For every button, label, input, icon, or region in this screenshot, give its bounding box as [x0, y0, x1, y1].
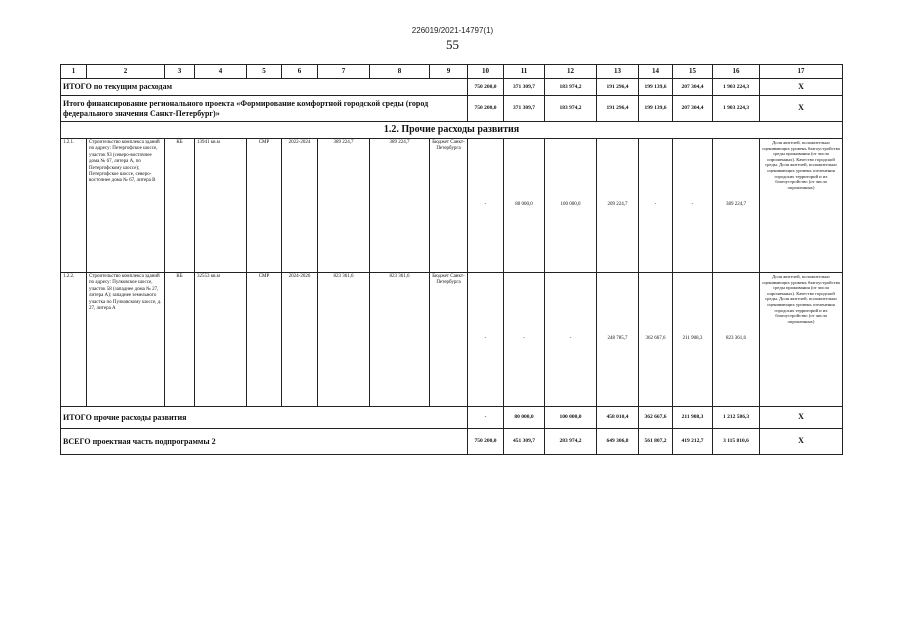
value-cell: 823 361,6 — [713, 273, 760, 407]
column-number: 1 — [61, 65, 87, 79]
object-name: Строительство комплекса зданий по адресу: Пулковское шоссе, участок 58 (западнее дома № 27, литера А); западнее земельного участка по Пулковскому шоссе, д. 27, литера А — [87, 273, 165, 407]
column-number: 15 — [673, 65, 713, 79]
x-mark: Х — [760, 96, 843, 122]
section-title: 1.2. Прочие расходы развития — [61, 122, 843, 139]
work-stage: СМР — [247, 139, 282, 273]
column-number: 16 — [713, 65, 760, 79]
value-cell: 209 224,7 — [597, 139, 639, 273]
row-label: ИТОГО по текущим расходам — [61, 79, 468, 96]
object-type: КБ — [165, 139, 195, 273]
total-value: 80 000,0 — [504, 407, 545, 429]
column-number: 4 — [195, 65, 247, 79]
total-value: 750 200,0 — [468, 429, 504, 455]
target-indicator: Доля жителей, положительно оценивающих уровень благоустройства среды проживания (от числа опрошенных). Качество городской среды. Доля жителей, положительно оценивающих уровень озеленения городских территорий и их благоустройство (от числа опрошенных) — [760, 273, 843, 407]
other-expenses-total-row — [61, 407, 843, 429]
total-value: 283 974,2 — [545, 429, 597, 455]
total-value: 458 010,4 — [597, 407, 639, 429]
row-label: Итого финансирование регионального проекта «Формирование комфортной городской среды (город федерального значения Санкт-Петербург)» — [61, 96, 468, 122]
x-mark: Х — [760, 407, 843, 429]
column-number: 17 — [760, 65, 843, 79]
budget-table — [60, 64, 843, 455]
value-cell: 362 667,6 — [639, 273, 673, 407]
page-number: 55 — [446, 37, 459, 52]
object-type: КБ — [165, 273, 195, 407]
target-indicator: Доля жителей, положительно оценивающих уровень благоустройства среды проживания (от числа опрошенных). Качество городской среды. Доля жителей, положительно оценивающих уровень озеленения городских территорий и их благоустройство (от числа опрошенных) — [760, 139, 843, 273]
funding-source: Бюджет Санкт-Петербурга — [430, 273, 468, 407]
value-cell: 389 224,7 — [713, 139, 760, 273]
total-value: 199 139,6 — [639, 96, 673, 122]
period: 2024-2026 — [282, 273, 318, 407]
column-number: 3 — [165, 65, 195, 79]
total-value: 3 115 810,6 — [713, 429, 760, 455]
total-value: 199 139,6 — [639, 79, 673, 96]
total-value: 561 807,2 — [639, 429, 673, 455]
row-label: ВСЕГО проектная часть подпрограммы 2 — [61, 429, 468, 455]
estimated-cost: 389 224,7 — [318, 139, 370, 273]
object-capacity: 32553 кв.м — [195, 273, 247, 407]
total-value: 211 908,3 — [673, 407, 713, 429]
table-row — [61, 139, 843, 273]
section-heading-row — [61, 122, 843, 139]
value-cell: - — [545, 273, 597, 407]
column-number-row — [61, 65, 843, 79]
object-name: Строительство комплекса зданий по адресу: Петергофское шоссе, участок 93 (северо-восточнее дома № 67, литера А, по Петергофскому шоссе); Петергофское шоссе, северо- восточнее дома № 67, литера В — [87, 139, 165, 273]
column-number: 11 — [504, 65, 545, 79]
column-number: 10 — [468, 65, 504, 79]
period: 2022-2024 — [282, 139, 318, 273]
value-cell: 100 000,0 — [545, 139, 597, 273]
column-number: 9 — [430, 65, 468, 79]
total-value: 750 200,0 — [468, 96, 504, 122]
total-value: 451 309,7 — [504, 429, 545, 455]
total-value: 183 974,2 — [545, 96, 597, 122]
cost-limit: 389 224,7 — [370, 139, 430, 273]
total-value: 750 200,0 — [468, 79, 504, 96]
value-cell: 80 000,0 — [504, 139, 545, 273]
value-cell: - — [468, 139, 504, 273]
value-cell: 248 785,7 — [597, 273, 639, 407]
total-value: 207 304,4 — [673, 79, 713, 96]
column-number: 6 — [282, 65, 318, 79]
value-cell: - — [468, 273, 504, 407]
funding-source: Бюджет Санкт-Петербурга — [430, 139, 468, 273]
total-value: 1 212 586,3 — [713, 407, 760, 429]
x-mark: Х — [760, 79, 843, 96]
row-label: ИТОГО прочие расходы развития — [61, 407, 468, 429]
total-value: 191 296,4 — [597, 79, 639, 96]
value-cell: - — [673, 139, 713, 273]
total-value: 207 304,4 — [673, 96, 713, 122]
row-number: 1.2.1. — [61, 139, 87, 273]
value-cell: - — [639, 139, 673, 273]
document-id: 226019/2021-14797(1) — [411, 26, 494, 35]
total-value: - — [468, 407, 504, 429]
work-stage: СМР — [247, 273, 282, 407]
value-cell: 211 908,3 — [673, 273, 713, 407]
x-mark: Х — [760, 429, 843, 455]
total-value: 1 903 224,3 — [713, 79, 760, 96]
table-row — [61, 273, 843, 407]
total-value: 100 000,0 — [545, 407, 597, 429]
total-value: 419 212,7 — [673, 429, 713, 455]
column-number: 14 — [639, 65, 673, 79]
total-value: 371 309,7 — [504, 96, 545, 122]
column-number: 13 — [597, 65, 639, 79]
total-value: 191 296,4 — [597, 96, 639, 122]
current-expenses-total-row — [61, 79, 843, 96]
regional-project-total-row — [61, 96, 843, 122]
total-value: 649 306,8 — [597, 429, 639, 455]
total-value: 371 309,7 — [504, 79, 545, 96]
column-number: 8 — [370, 65, 430, 79]
row-number: 1.2.2. — [61, 273, 87, 407]
total-value: 183 974,2 — [545, 79, 597, 96]
column-number: 2 — [87, 65, 165, 79]
value-cell: - — [504, 273, 545, 407]
estimated-cost: 823 361,6 — [318, 273, 370, 407]
total-value: 362 667,6 — [639, 407, 673, 429]
grand-total-row — [61, 429, 843, 455]
object-capacity: 13941 кв.м — [195, 139, 247, 273]
total-value: 1 903 224,3 — [713, 96, 760, 122]
column-number: 7 — [318, 65, 370, 79]
column-number: 12 — [545, 65, 597, 79]
cost-limit: 823 361,6 — [370, 273, 430, 407]
column-number: 5 — [247, 65, 282, 79]
